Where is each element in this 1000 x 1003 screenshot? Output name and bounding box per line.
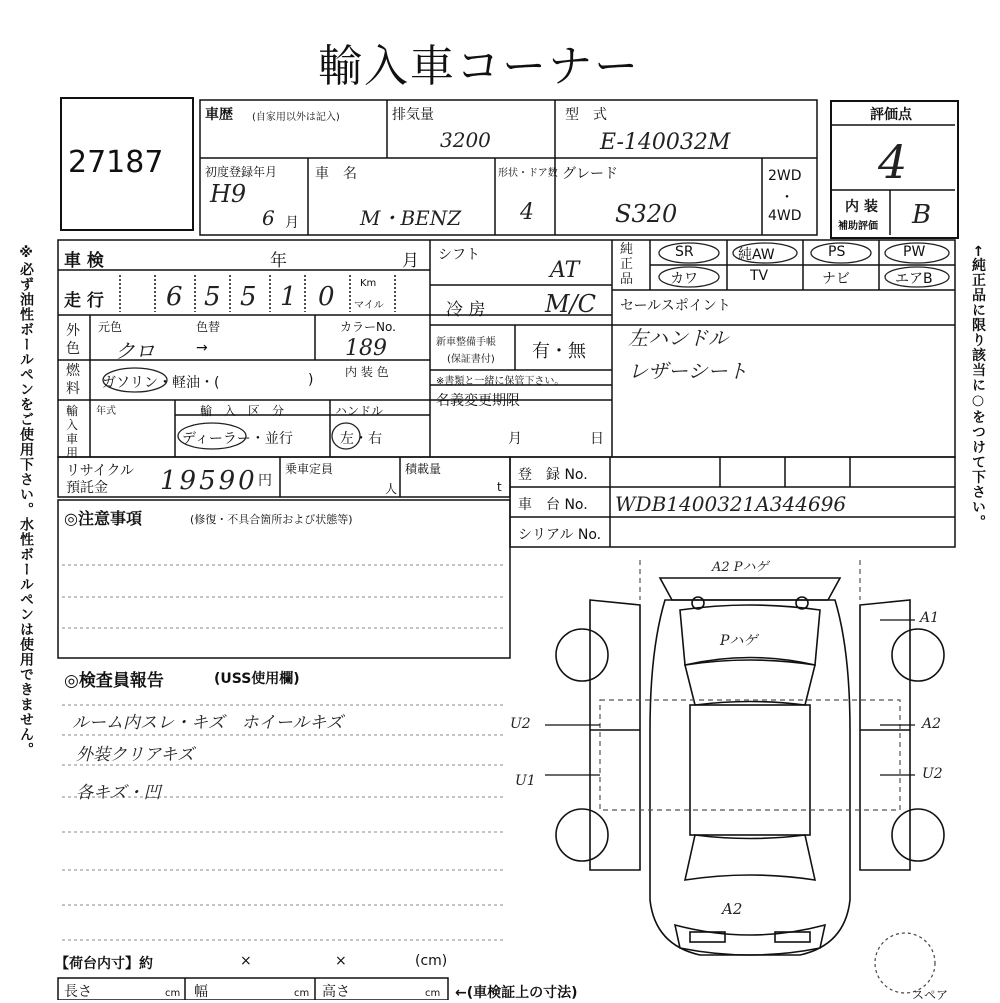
- history-label: 車歴: [205, 107, 233, 123]
- history-note: (自家用以外は記入): [252, 112, 340, 123]
- car-name-label: 車 名: [315, 166, 357, 182]
- page-title: 輸入車コーナー: [318, 41, 640, 92]
- aircon-label: 冷 房: [446, 300, 486, 320]
- grade-label: グレード: [562, 166, 618, 182]
- sales-point-line2: レザーシート: [628, 359, 748, 383]
- first-registration-month: 6: [262, 206, 275, 230]
- side-note-left: ※必ず油性ボールペンをご使用下さい。水性ボールペンは使用できません。: [18, 245, 34, 757]
- damage-note-top: A2 Pハゲ: [712, 560, 769, 575]
- interior-value: B: [912, 200, 932, 230]
- fuel-text: ガソリン・軽油・(: [102, 375, 220, 391]
- import-handle-value: 左・右: [340, 431, 382, 447]
- import-handle-label: ハンドル: [335, 404, 384, 418]
- maintenance-label: 新車整備手帳: [436, 337, 496, 348]
- inspector-sub: (USS使用欄): [214, 671, 300, 687]
- name-change-month: 月: [508, 431, 522, 447]
- model-type-value: E-140032M: [600, 130, 731, 155]
- maintenance-sub-label: (保証書付): [447, 354, 495, 365]
- notes-label: ◎注意事項: [64, 509, 142, 528]
- recycle-label: リサイクル: [66, 463, 135, 479]
- first-registration-month-unit: 月: [285, 215, 299, 231]
- car-name-value: M・BENZ: [360, 206, 462, 230]
- mileage-digit: 6: [166, 282, 183, 312]
- inspection-month: 月: [402, 251, 419, 271]
- damage-note-left-rear: U1: [515, 773, 536, 789]
- dim-note: ←(車検証上の寸法): [455, 985, 578, 1001]
- mileage-label: 走 行: [64, 291, 104, 311]
- damage-note-rear: A2: [722, 900, 743, 918]
- load-label: 積載量: [405, 462, 442, 476]
- inspector-line: 外装クリアキズ: [76, 745, 194, 765]
- displacement-value: 3200: [440, 128, 491, 152]
- displacement-label: 排気量: [392, 107, 434, 123]
- cargo-unit: (cm): [415, 953, 448, 969]
- inspection-label: 車 検: [64, 251, 104, 271]
- doors-value: 4: [520, 200, 534, 225]
- shift-value: AT: [550, 258, 580, 283]
- name-change-day: 日: [590, 431, 604, 447]
- doors-label: 形状・ドア数: [498, 168, 558, 179]
- inspector-line: ルーム内スレ・キズ ホイールキズ: [72, 713, 343, 733]
- sales-point-line1: 左ハンドル: [628, 326, 728, 350]
- damage-note-right-rear: U2: [922, 766, 943, 782]
- side-note-right: ←純正品に限り該当に○をつけて下さい。: [970, 245, 986, 530]
- option-item: PW: [903, 244, 926, 260]
- aircon-value: M/C: [545, 290, 597, 318]
- option-item: 純AW: [738, 247, 775, 263]
- first-registration-year: H9: [210, 180, 247, 208]
- cargo-x2: ×: [335, 953, 347, 969]
- import-label: 輸入車用: [66, 404, 79, 460]
- recycle-sub-label: 預託金: [66, 480, 108, 496]
- inspection-year: 年: [270, 251, 287, 271]
- fuel-close: ): [308, 372, 314, 388]
- exterior-orig-value: クロ: [115, 339, 155, 363]
- cargo-label: 【荷台内寸】約: [55, 956, 153, 972]
- chassis-no-label: 車 台 No.: [518, 497, 588, 513]
- dim-width-unit: cm: [294, 988, 310, 999]
- import-year-label: 年式: [96, 406, 116, 417]
- option-item: SR: [675, 244, 694, 260]
- grade-value: S320: [615, 200, 678, 228]
- maintenance-value: 有・無: [532, 341, 586, 362]
- spare-label: スペア: [912, 988, 949, 1002]
- mileage-digit: 1: [280, 282, 297, 312]
- capacity-unit: 人: [385, 482, 398, 496]
- interior-sub-label: 補助評価: [838, 221, 878, 232]
- recycle-unit: 円: [258, 473, 272, 489]
- mileage-digit: 0: [318, 282, 335, 312]
- fuel-label: 燃料: [66, 363, 80, 397]
- option-item: エアB: [895, 271, 933, 287]
- mileage-digit: 5: [204, 282, 221, 312]
- import-class-value: ディーラー・並行: [182, 431, 293, 447]
- first-registration-label: 初度登録年月: [205, 165, 278, 179]
- option-item: PS: [828, 244, 846, 260]
- option-item: TV: [750, 268, 769, 284]
- exterior-change-label: 色替: [196, 320, 221, 334]
- mileage-unit-km: Km: [360, 278, 377, 289]
- damage-note-right-front: A1: [920, 610, 940, 626]
- damage-note-right-door: A2: [922, 716, 942, 732]
- dim-width-label: 幅: [194, 984, 208, 1000]
- drive-4wd: 4WD: [768, 208, 802, 224]
- damage-note-hood: Pハゲ: [720, 633, 758, 649]
- inspector-line: 各キズ・凹: [76, 783, 161, 803]
- arrow-icon: →: [196, 340, 208, 356]
- drive-sep: ・: [780, 190, 794, 206]
- name-change-label: 名義変更期限: [436, 393, 520, 409]
- shift-label: シフト: [438, 247, 480, 263]
- model-type-label: 型 式: [565, 107, 607, 123]
- dim-length-unit: cm: [165, 988, 181, 999]
- sales-point-label: セールスポイント: [620, 298, 731, 314]
- interior-label: 内 装: [845, 199, 878, 215]
- score-label: 評価点: [870, 107, 912, 123]
- inspector-label: ◎検査員報告: [64, 671, 164, 691]
- damage-note-left-door: U2: [510, 716, 531, 732]
- dim-height-label: 高さ: [322, 984, 350, 1000]
- drive-2wd: 2WD: [768, 168, 802, 184]
- capacity-label: 乗車定員: [285, 462, 334, 476]
- options-label: 純正品: [620, 242, 634, 287]
- registration-no-label: 登 録 No.: [518, 467, 588, 483]
- exterior-label: 外色: [66, 323, 80, 357]
- mileage-digit: 5: [240, 282, 257, 312]
- interior-color-label: 内 装 色: [345, 365, 389, 379]
- cargo-x1: ×: [240, 953, 252, 969]
- maintenance-note: ※書類と一緒に保管下さい。: [436, 376, 565, 387]
- dim-length-label: 長さ: [64, 984, 92, 1000]
- color-no-value: 189: [345, 336, 387, 361]
- color-no-label: カラーNo.: [340, 320, 396, 334]
- mileage-unit-mile: マイル: [354, 300, 384, 311]
- chassis-no-value: WDB1400321A344696: [615, 492, 847, 516]
- option-item: カワ: [670, 271, 698, 287]
- score-value: 4: [878, 135, 908, 189]
- exterior-orig-label: 元色: [98, 320, 123, 334]
- option-item: ナビ: [822, 271, 850, 287]
- import-class-label: 輸 入 区 分: [200, 404, 285, 418]
- recycle-value: 19590: [160, 466, 258, 496]
- lot-number: 27187: [68, 145, 164, 180]
- dim-height-unit: cm: [425, 988, 441, 999]
- notes-sub: (修復・不具合箇所および状態等): [190, 513, 353, 526]
- load-unit: t: [497, 480, 502, 494]
- serial-no-label: シリアル No.: [518, 527, 602, 543]
